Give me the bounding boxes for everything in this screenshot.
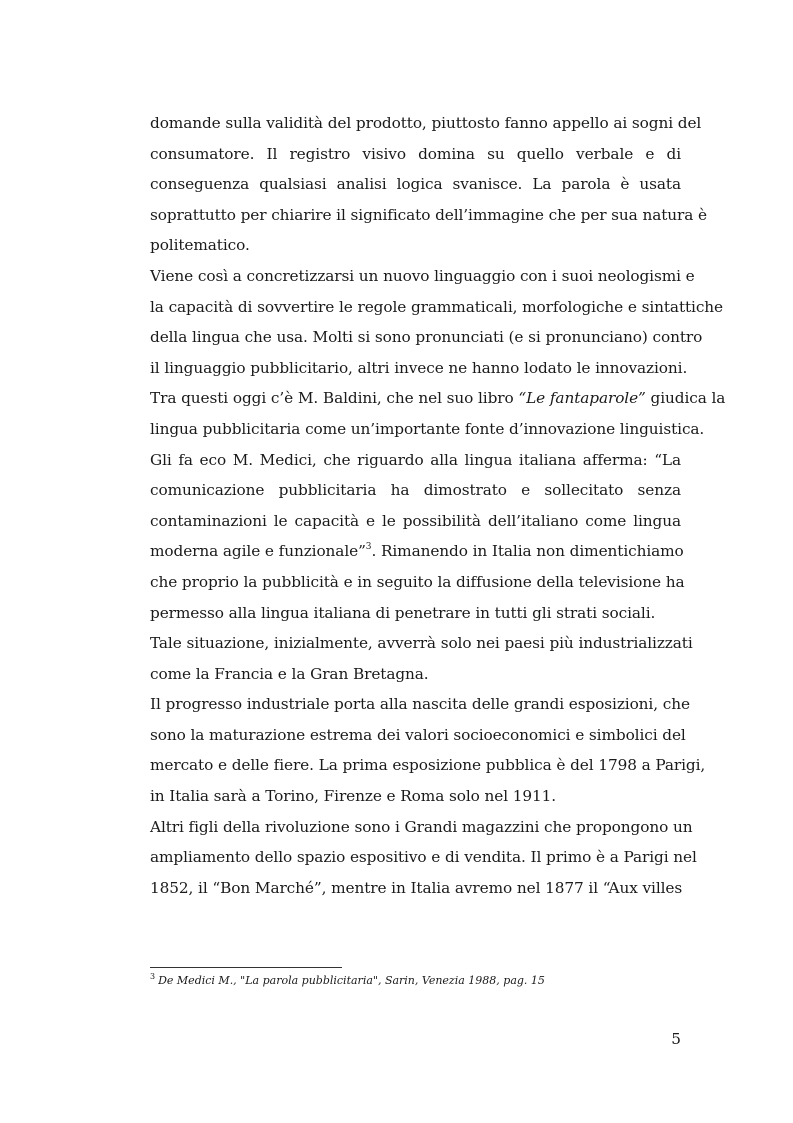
text-line: lingua pubblicitaria come un’importante fonte d’innovazione linguistica. — [150, 419, 705, 438]
text-line: consumatore. Il registro visivo domina su quello verbale e di — [150, 144, 681, 163]
text-line — [150, 383, 726, 414]
footnote-separator — [150, 967, 342, 968]
text-segment: giudica la — [645, 389, 726, 408]
text-line — [150, 536, 684, 567]
text-segment: . Rimanendo in Italia non dimentichiamo — [371, 542, 684, 561]
text-segment: moderna agile e funzionale” — [150, 542, 366, 561]
text-line: Viene così a concretizzarsi un nuovo linguaggio con i suoi neologismi e — [150, 266, 695, 285]
footnote-number: 3 — [150, 972, 156, 981]
body-text — [150, 108, 726, 903]
text-line: domande sulla validità del prodotto, piuttosto fanno appello ai sogni del — [150, 114, 702, 132]
text-line: la capacità di sovvertire le regole grammaticali, morfologiche e sintattiche — [150, 297, 724, 316]
page-number: 5 — [671, 1030, 681, 1048]
text-line: comunicazione pubblicitaria ha dimostrato e sollecitato senza — [150, 481, 681, 500]
text-line: che proprio la pubblicità e in seguito la diffusione della televisione ha — [150, 572, 685, 591]
footnote-reference[interactable]: 3 — [365, 542, 372, 553]
text-line: in Italia sarà a Torino, Firenze e Roma solo nel 1911. — [150, 787, 557, 806]
text-line: come la Francia e la Gran Bretagna. — [150, 664, 429, 683]
text-line: della lingua che usa. Molti si sono pronunciati (e si pronunciano) contro — [150, 328, 703, 347]
paragraph-1 — [150, 108, 707, 261]
text-line: Tale situazione, inizialmente, avverrà solo nei paesi più industrializzati — [150, 634, 693, 653]
text-line: politematico. — [150, 236, 250, 255]
text-line: Il progresso industriale porta alla nascita delle grandi esposizioni, che — [150, 695, 690, 714]
text-line: contaminazioni le capacità e le possibilità dell’italiano come lingua — [150, 511, 681, 530]
text-line: conseguenza qualsiasi analisi logica svanisce. La parola è usata — [150, 175, 681, 194]
paragraph-4 — [150, 689, 706, 811]
text-line: il linguaggio pubblicitario, altri invece ne hanno lodato le innovazioni. — [150, 358, 688, 377]
text-line: sono la maturazione estrema dei valori socioeconomici e simbolici del — [150, 725, 686, 744]
book-title: “Le fantaparole” — [518, 389, 646, 408]
paragraph-3 — [150, 628, 693, 689]
footnote-text: De Medici M., "La parola pubblicitaria", Sarin, Venezia 1988, pag. 15 — [158, 974, 545, 987]
footnote — [150, 974, 681, 988]
text-line: Gli fa eco M. Medici, che riguardo alla lingua italiana afferma: “La — [150, 450, 681, 469]
paragraph-2 — [150, 261, 726, 628]
text-line: Altri figli della rivoluzione sono i Grandi magazzini che propongono un — [150, 817, 693, 836]
text-line: ampliamento dello spazio espositivo e di vendita. Il primo è a Parigi nel — [150, 848, 697, 867]
text-line: soprattutto per chiarire il significato dell’immagine che per sua natura è — [150, 205, 707, 224]
text-line: 1852, il “Bon Marché”, mentre in Italia avremo nel 1877 il “Aux villes — [150, 878, 683, 897]
text-segment: Tra questi oggi c’è M. Baldini, che nel suo libro — [150, 389, 519, 408]
text-line: mercato e delle fiere. La prima esposizione pubblica è del 1798 a Parigi, — [150, 756, 706, 775]
paragraph-5 — [150, 812, 697, 904]
text-line: permesso alla lingua italiana di penetrare in tutti gli strati sociali. — [150, 603, 656, 622]
